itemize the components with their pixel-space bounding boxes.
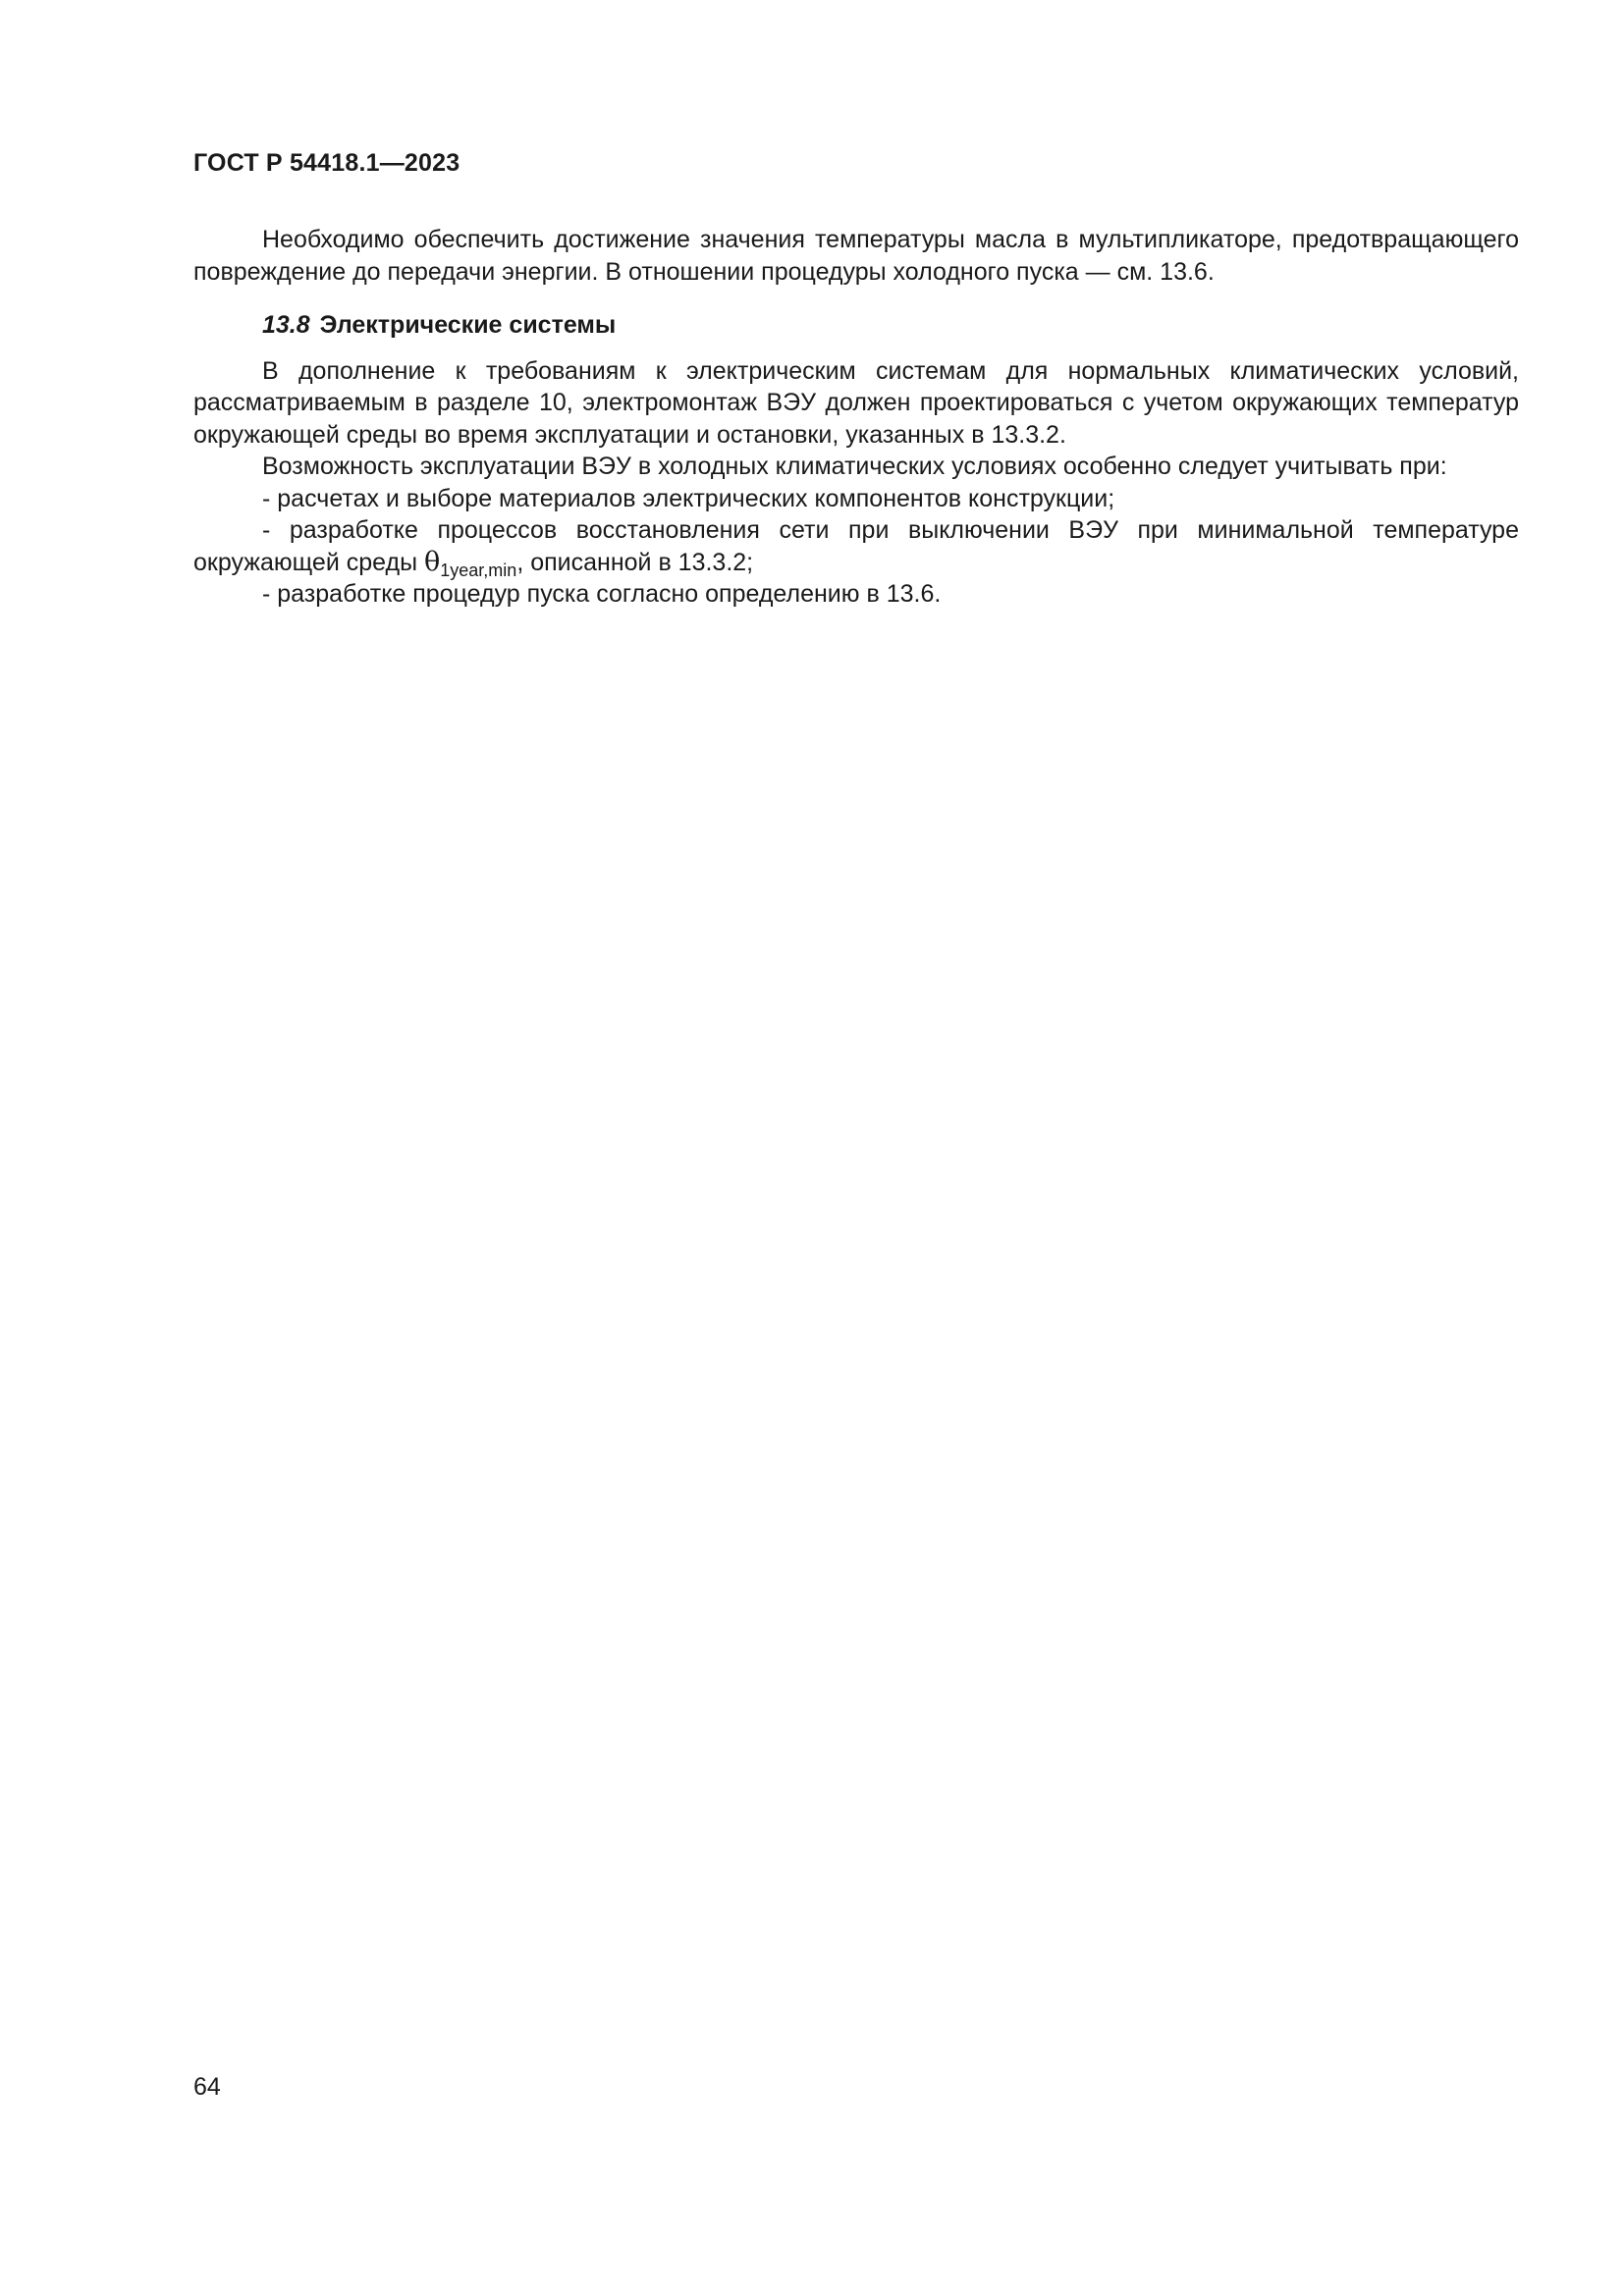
document-id-header: ГОСТ Р 54418.1—2023 bbox=[193, 149, 460, 177]
list-item-grid-recovery-tail: , описанной в 13.3.2; bbox=[516, 548, 754, 576]
list-item-materials: - расчетах и выборе материалов электрических компонентов конструкции; bbox=[262, 484, 1115, 512]
list-item-grid-recovery bbox=[193, 514, 1519, 578]
list-item-startup: - разработке процедур пуска согласно определению в 13.6. bbox=[262, 580, 942, 608]
theta-symbol: θ bbox=[424, 546, 441, 577]
theta-subscript: 1year,min bbox=[440, 560, 517, 580]
document-body bbox=[193, 224, 1519, 611]
intro-paragraph: Необходимо обеспечить достижение значения температуры масла в мультипликаторе, предотвращающего повреждение до передачи энергии. В отношении процедуры холодного пуска — см. 13.6. bbox=[193, 226, 1519, 286]
page-number: 64 bbox=[193, 2073, 221, 2101]
section-heading bbox=[193, 309, 1519, 342]
section-number: 13.8 bbox=[262, 311, 310, 339]
section-title: Электрические системы bbox=[319, 311, 617, 339]
list-item-grid-recovery-text: - разработке процессов восстановления сети при выключении ВЭУ при минимальной температуре окружающей среды bbox=[193, 516, 1519, 576]
paragraph-electrical-requirements: В дополнение к требованиям к электрическим системам для нормальных климатических условий, рассматриваемым в разделе 10, электромонтаж ВЭУ должен проектироваться с учетом окружающих температур окружающей среды во время эксплуатации и остановки, указанных в 13.3.2. bbox=[193, 356, 1519, 449]
paragraph-cold-climate: Возможность эксплуатации ВЭУ в холодных климатических условиях особенно следует учитывать при: bbox=[262, 453, 1447, 480]
